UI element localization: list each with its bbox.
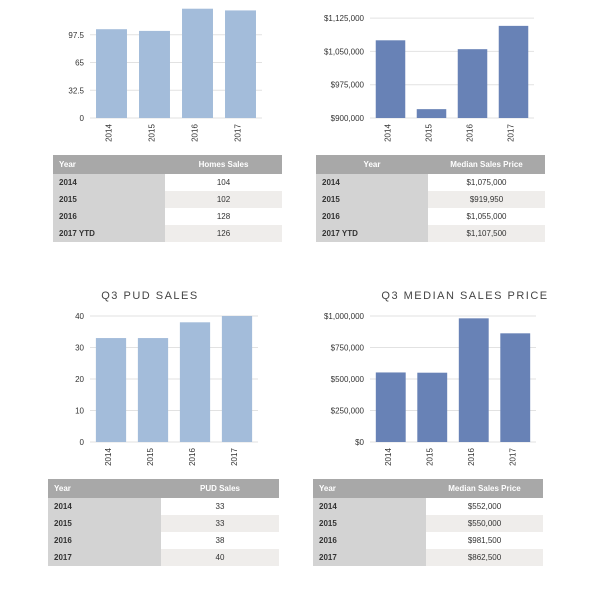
header-median-sales-price: Median Sales Price [428,155,545,174]
cell-year: 2016 [53,208,165,225]
bar [96,29,127,118]
cell-value: $552,000 [426,498,543,515]
chart-title: Q3 PUD SALES [101,290,199,302]
cell-year: 2014 [53,174,165,191]
cell-year: 2017 [313,549,426,566]
table-header-row [313,479,543,498]
x-tick-label: 2016 [465,124,475,142]
cell-value: 40 [161,549,279,566]
cell-year: 2016 [316,208,428,225]
y-tick-label: 20 [75,375,84,384]
header-median-sales-price: Median Sales Price [426,479,543,498]
y-tick-label: 0 [79,114,84,123]
header-year: Year [53,155,165,174]
cell-year: 2015 [316,191,428,208]
table-row [313,515,543,532]
cell-year: 2014 [48,498,161,515]
bar [376,372,406,442]
cell-value: $981,500 [426,532,543,549]
x-tick-label: 2015 [146,448,155,466]
y-tick-label: $1,000,000 [323,312,364,321]
cell-value: 33 [161,498,279,515]
cell-year: 2017 YTD [53,225,165,242]
cell-year: 2014 [313,498,426,515]
table-row [48,532,279,549]
bar [182,9,213,118]
cell-value: $1,107,500 [428,225,545,242]
cell-year: 2014 [316,174,428,191]
x-tick-label: 2017 [233,124,243,142]
table-row [53,191,282,208]
bar [96,338,126,442]
header-homes-sales: Homes Sales [165,155,282,174]
chart-title: Q3 MEDIAN SALES PRICE [381,290,549,302]
table-row [316,191,545,208]
x-tick-label: 2016 [190,124,200,142]
x-tick-label: 2014 [383,124,393,142]
y-tick-label: 0 [79,438,84,447]
table-header-row [48,479,279,498]
x-tick-label: 2015 [147,124,157,142]
cell-year: 2016 [48,532,161,549]
table-row [48,515,279,532]
bar [138,338,168,442]
table-row [53,208,282,225]
y-tick-label: $250,000 [330,406,364,416]
x-tick-label: 2017 [506,124,516,142]
table-row [48,549,279,566]
cell-value: 102 [165,191,282,208]
cell-year: 2017 YTD [316,225,428,242]
y-tick-label: $900,000 [330,114,364,123]
y-tick-label: 65 [75,58,84,68]
header-pud-sales: PUD Sales [161,479,279,498]
cell-year: 2015 [313,515,426,532]
cell-value: 38 [161,532,279,549]
x-tick-label: 2016 [188,448,197,466]
bar [417,109,447,118]
table-pud-sales [48,479,279,566]
bar [459,318,489,442]
chart-area-bottom-right [300,300,600,480]
cell-value: $550,000 [426,515,543,532]
chart-area-bottom-left [0,300,300,480]
table-header-row [316,155,545,174]
cell-year: 2016 [313,532,426,549]
chart-pud-sales [0,300,300,480]
y-tick-label: 30 [75,343,84,353]
cell-value: $919,950 [428,191,545,208]
table-row [313,498,543,515]
bar [180,322,210,442]
x-tick-label: 2017 [508,448,518,466]
cell-year: 2015 [48,515,161,532]
table-row [313,532,543,549]
cell-value: 126 [165,225,282,242]
table-row [316,208,545,225]
header-year: Year [313,479,426,498]
table-row [316,174,545,191]
bar [499,26,529,118]
bar [225,10,256,118]
table-homes-sales [53,155,282,242]
header-year: Year [316,155,428,174]
cell-year: 2017 [48,549,161,566]
cell-value: $1,075,000 [428,174,545,191]
chart-median-sales-price [300,0,600,150]
x-tick-label: 2016 [466,448,476,466]
cell-value: 33 [161,515,279,532]
bar [222,316,252,442]
bar [458,49,488,118]
table-q3-median-sales-price [313,479,543,566]
y-tick-label: $750,000 [330,343,364,353]
y-tick-label: $1,050,000 [323,47,364,57]
x-tick-label: 2015 [424,124,434,142]
y-tick-label: $975,000 [330,80,364,90]
x-tick-label: 2014 [104,124,114,142]
cell-year: 2015 [53,191,165,208]
table-row [313,549,543,566]
cell-value: 128 [165,208,282,225]
bar [376,40,406,118]
cell-value: 104 [165,174,282,191]
x-tick-label: 2015 [425,448,435,466]
cell-value: $862,500 [426,549,543,566]
table-row [48,498,279,515]
table-row [53,225,282,242]
x-tick-label: 2017 [230,448,239,466]
y-tick-label: 40 [75,312,84,321]
table-row [53,174,282,191]
y-tick-label: $500,000 [330,375,364,384]
x-tick-label: 2014 [383,448,393,466]
bar [417,373,447,442]
x-tick-label: 2014 [104,448,113,466]
chart-homes-sales [0,0,300,150]
table-median-sales-price [316,155,545,242]
y-tick-label: $0 [355,438,364,447]
table-header-row [53,155,282,174]
bar [139,31,170,118]
y-tick-label: $1,125,000 [323,14,364,24]
header-year: Year [48,479,161,498]
y-tick-label: 10 [75,406,84,416]
chart-q3-median-sales-price [300,300,600,480]
bar [500,333,530,442]
cell-value: $1,055,000 [428,208,545,225]
table-row [316,225,545,242]
y-tick-label: 97.5 [68,30,84,40]
y-tick-label: 32.5 [68,86,84,96]
